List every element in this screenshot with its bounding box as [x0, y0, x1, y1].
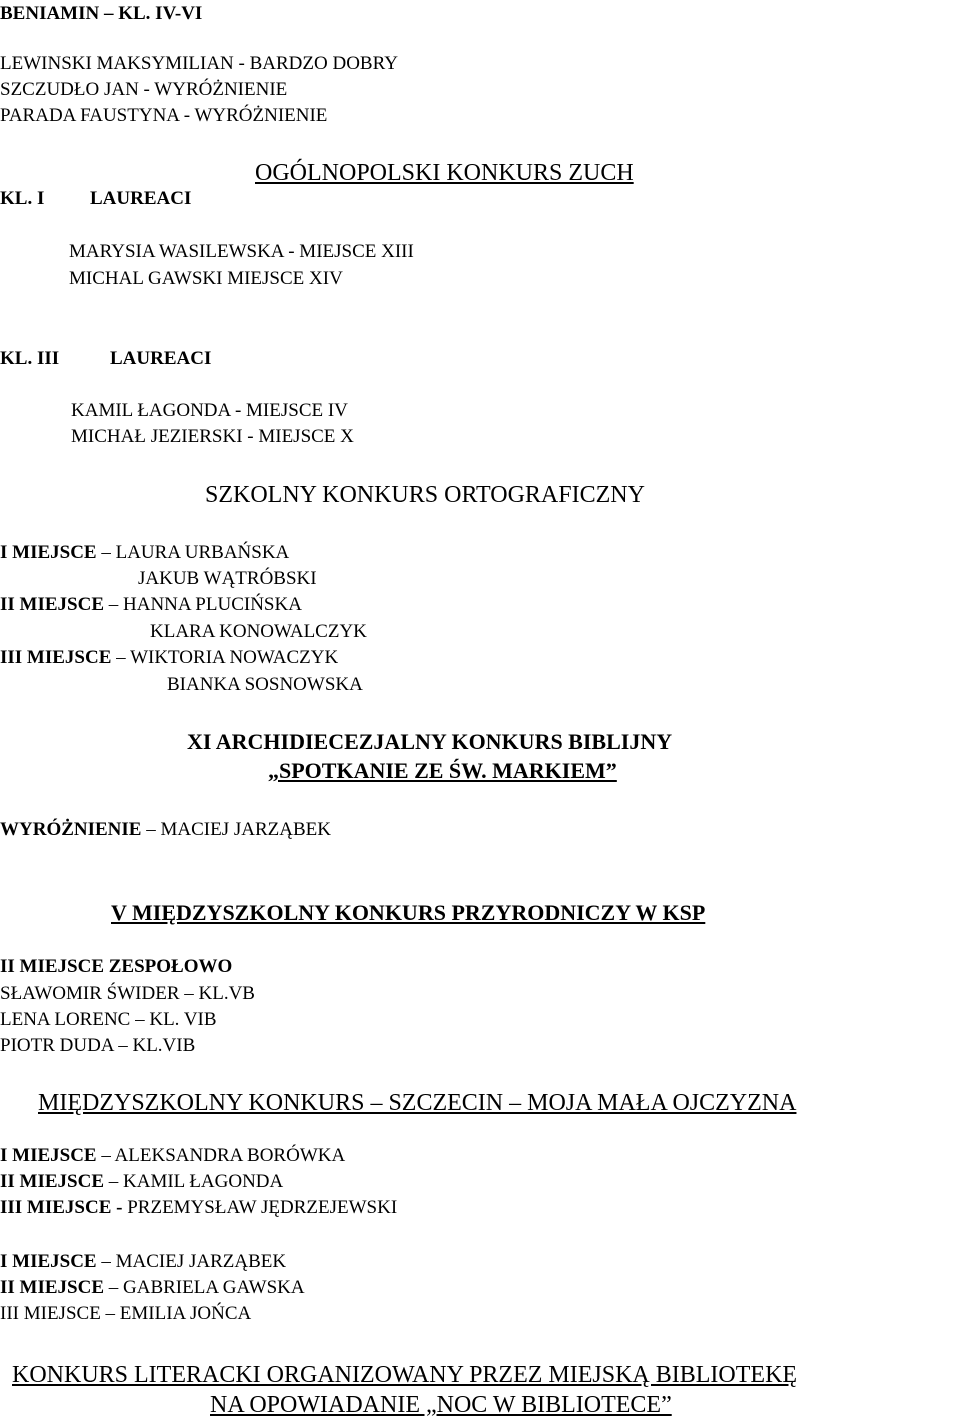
szczecin-row	[0, 1145, 345, 1167]
zuch-class-label: KL. I	[0, 188, 45, 209]
szczecin-row	[0, 1197, 397, 1219]
bible-award-name: – MACIEJ JARZĄBEK	[146, 819, 331, 840]
nature-team-place: II MIEJSCE ZESPOŁOWO	[0, 956, 233, 977]
nature-line-2: LENA LORENC – KL. VIB	[0, 1009, 217, 1030]
zuch-line-1: MARYSIA WASILEWSKA - MIEJSCE XIII	[69, 241, 414, 262]
ortho-name: – LAURA URBAŃSKA	[101, 542, 290, 563]
szczecin-name: – KAMIL ŁAGONDA	[108, 1171, 284, 1192]
nature-line-1: SŁAWOMIR ŚWIDER – KL.VB	[0, 983, 255, 1004]
beniamin-line-1: LEWINSKI MAKSYMILIAN - BARDZO DOBRY	[0, 53, 398, 74]
bible-award	[0, 819, 331, 841]
szczecin-place: I MIEJSCE	[0, 1251, 102, 1272]
ortho-title: SZKOLNY KONKURS ORTOGRAFICZNY	[205, 482, 645, 508]
ortho-row	[0, 594, 302, 616]
bible-title-line-1: XI ARCHIDIECEZJALNY KONKURS BIBLIJNY	[187, 729, 673, 754]
ortho-name: – WIKTORIA NOWACZYK	[116, 647, 339, 668]
beniamin-line-3: PARADA FAUSTYNA - WYRÓŻNIENIE	[0, 105, 328, 126]
ortho-place: II MIEJSCE	[0, 594, 109, 615]
beniamin-line-2: SZCZUDŁO JAN - WYRÓŻNIENIE	[0, 79, 288, 100]
szczecin-place: II MIEJSCE	[0, 1171, 109, 1192]
literary-title-line-1: KONKURS LITERACKI ORGANIZOWANY PRZEZ MIEJSKĄ BIBLIOTEKĘ	[12, 1362, 798, 1388]
bible-title-line-2: „SPOTKANIE ZE ŚW. MARKIEM”	[268, 758, 617, 783]
szczecin-place: III MIEJSCE -	[0, 1197, 128, 1218]
nature-title: V MIĘDZYSZKOLNY KONKURS PRZYRODNICZY W KSP	[111, 900, 706, 925]
szczecin-name: – ALEKSANDRA BORÓWKA	[101, 1145, 346, 1166]
literary-title-line-2: NA OPOWIADANIE „NOC W BIBLIOTECE”	[210, 1392, 672, 1418]
beniamin-heading: BENIAMIN – KL. IV-VI	[0, 3, 203, 24]
szczecin-row	[0, 1303, 251, 1325]
szczecin-name: PRZEMYSŁAW JĘDRZEJEWSKI	[127, 1197, 398, 1218]
ortho-name: – HANNA PLUCIŃSKA	[108, 594, 302, 615]
ortho-row	[0, 647, 338, 669]
bible-award-label: WYRÓŻNIENIE	[0, 819, 147, 840]
ortho-row	[150, 621, 367, 643]
kl3-line-2: MICHAŁ JEZIERSKI - MIEJSCE X	[71, 426, 354, 447]
ortho-place: I MIEJSCE	[0, 542, 102, 563]
ortho-row	[0, 542, 289, 564]
szczecin-row	[0, 1277, 305, 1299]
nature-line-3: PIOTR DUDA – KL.VIB	[0, 1035, 196, 1056]
ortho-name: JAKUB WĄTRÓBSKI	[138, 568, 317, 589]
szczecin-name: III MIEJSCE – EMILIA JOŃCA	[0, 1303, 252, 1324]
szczecin-name: – GABRIELA GAWSKA	[108, 1277, 305, 1298]
szczecin-place: I MIEJSCE	[0, 1145, 102, 1166]
szczecin-row	[0, 1171, 283, 1193]
ortho-row	[167, 674, 363, 696]
ortho-name: BIANKA SOSNOWSKA	[167, 674, 363, 695]
szczecin-title: MIĘDZYSZKOLNY KONKURS – SZCZECIN – MOJA MAŁA OJCZYZNA	[38, 1090, 797, 1116]
ortho-row	[138, 568, 317, 590]
zuch-title: OGÓLNOPOLSKI KONKURS ZUCH	[255, 160, 634, 186]
ortho-place: III MIEJSCE	[0, 647, 117, 668]
szczecin-place: II MIEJSCE	[0, 1277, 109, 1298]
kl3-line-1: KAMIL ŁAGONDA - MIEJSCE IV	[71, 400, 348, 421]
kl3-laureates-label: LAUREACI	[110, 348, 212, 369]
zuch-line-2: MICHAL GAWSKI MIEJSCE XIV	[69, 268, 343, 289]
zuch-laureates-label: LAUREACI	[90, 188, 192, 209]
ortho-name: KLARA KONOWALCZYK	[150, 621, 367, 642]
szczecin-row	[0, 1251, 286, 1273]
kl3-class-label: KL. III	[0, 348, 60, 369]
szczecin-name: – MACIEJ JARZĄBEK	[101, 1251, 287, 1272]
